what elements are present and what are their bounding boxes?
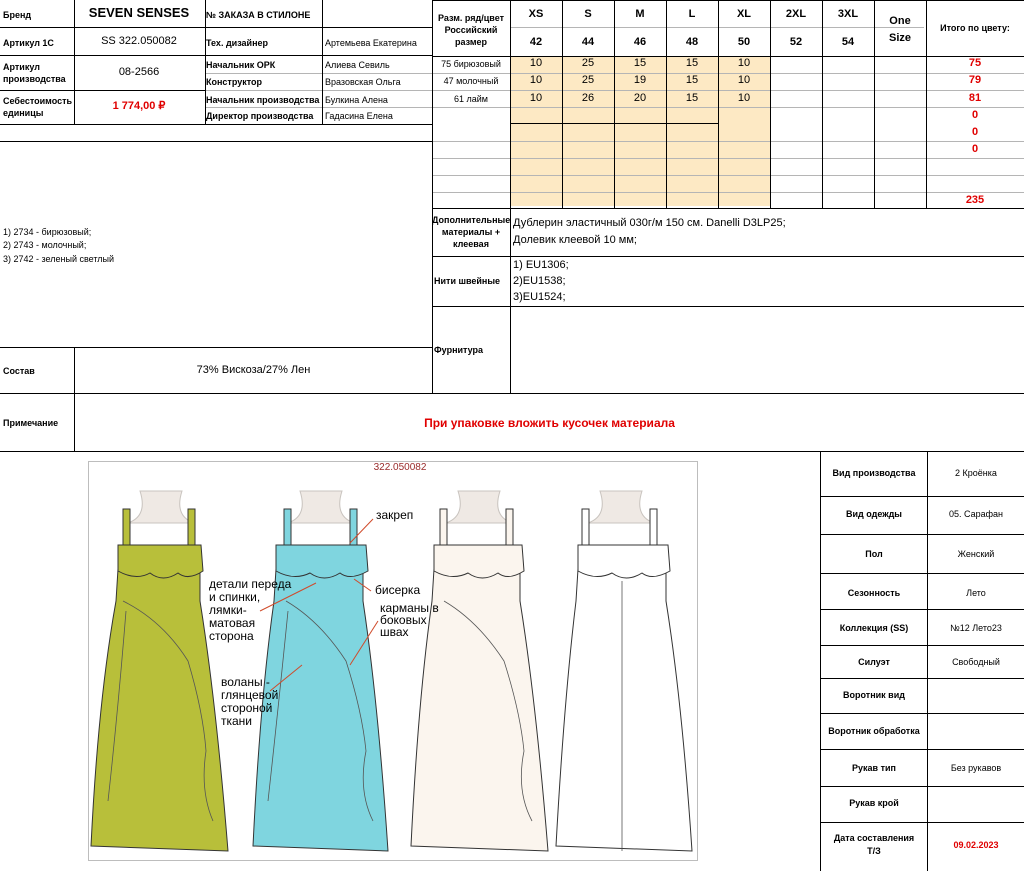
- size-row-label-1: Разм. ряд/цвет: [438, 13, 504, 23]
- size-row-label-2: Российский: [444, 25, 498, 35]
- grand-total: 235: [965, 194, 985, 206]
- annotation-biserka: бисерка: [375, 583, 421, 597]
- size-number: 52: [789, 36, 803, 48]
- cost-label-2: единицы: [3, 108, 44, 118]
- qty-cell: 10: [737, 92, 751, 104]
- size-letter: 2XL: [785, 8, 807, 20]
- size-number: 44: [581, 36, 595, 48]
- fabric-item: 1) 2734 - бирюзовый;: [3, 227, 92, 237]
- qty-cell: 10: [737, 57, 751, 69]
- staff-name: Гадасина Елена: [325, 111, 393, 121]
- composition-label: Состав: [3, 366, 35, 376]
- qty-cell: 10: [737, 74, 751, 86]
- strap: [440, 509, 447, 545]
- one-size-label-1: One: [889, 15, 911, 27]
- size-number: 50: [737, 36, 751, 48]
- tech-designer-label: Тех. дизайнер: [206, 38, 269, 48]
- spec-label: Рукав крой: [849, 798, 899, 808]
- add-material-line: Дублерин эластичный 030г/м 150 см. Danelli D3LP25;: [513, 217, 786, 229]
- size-number: 46: [633, 36, 647, 48]
- size-row-label-3: размер: [454, 37, 488, 47]
- tech-designer-value: Артемьева Екатерина: [325, 38, 417, 48]
- fabric-item: 3) 2742 - зеленый светлый: [3, 254, 115, 264]
- size-letter: L: [688, 8, 696, 20]
- color-name: 61 лайм: [454, 94, 488, 104]
- spec-value: Свободный: [952, 657, 1000, 667]
- color-total: 81: [968, 92, 982, 104]
- strap: [284, 509, 291, 545]
- add-materials-label-1: Дополнительные: [432, 215, 511, 225]
- annotation-details: детали переда: [209, 577, 292, 591]
- sketch-code: 322.050082: [373, 462, 427, 473]
- annotation-details: и спинки,: [209, 590, 261, 604]
- spec-label: Воротник вид: [843, 690, 905, 700]
- size-letter: XS: [528, 8, 544, 20]
- strap: [188, 509, 195, 545]
- annotation-details: сторона: [209, 629, 254, 643]
- size-number: 48: [685, 36, 699, 48]
- add-materials-label-2: материалы +: [441, 227, 501, 237]
- annotation-volany: ткани: [221, 714, 253, 728]
- spec-value: Женский: [957, 549, 995, 559]
- threads-label: Нити швейные: [434, 276, 501, 286]
- prod-article-label-1: Артикул: [3, 62, 40, 72]
- fabric-item: 2) 2743 - молочный;: [3, 240, 87, 250]
- color-total: 0: [971, 126, 979, 138]
- article1c-value: SS 322.050082: [101, 35, 177, 47]
- qty-cell: 20: [633, 92, 647, 104]
- size-letter: S: [584, 8, 592, 20]
- annotation-pockets: швах: [380, 625, 409, 639]
- spec-value: Лето: [966, 588, 986, 598]
- thread-line: 1) EU1306;: [513, 259, 569, 271]
- brand-value: SEVEN SENSES: [88, 5, 190, 20]
- spec-value: 2 Кроёнка: [955, 468, 997, 478]
- annotation-volany: воланы -: [221, 675, 270, 689]
- dress-lime: [91, 509, 228, 851]
- annotation-details: лямки-: [209, 603, 247, 617]
- qty-cell: 10: [529, 92, 543, 104]
- staff-role: Директор производства: [206, 111, 314, 121]
- color-total: 0: [971, 109, 979, 121]
- annotation-pockets: боковых: [380, 613, 427, 627]
- prod-article-value: 08-2566: [118, 66, 160, 78]
- qty-cell: 15: [685, 92, 699, 104]
- spec-label: Сезонность: [847, 588, 901, 598]
- size-letter: M: [635, 8, 645, 20]
- dress-milk: [411, 509, 548, 851]
- qty-cell: 15: [685, 74, 699, 86]
- color-total: 75: [968, 57, 982, 69]
- strap: [123, 509, 130, 545]
- strap: [506, 509, 513, 545]
- qty-cell: 25: [581, 74, 595, 86]
- spec-value: №12 Лето23: [950, 623, 1002, 633]
- staff-name: Булкина Алена: [325, 95, 388, 105]
- dress-body: [556, 569, 692, 851]
- qty-cell: 19: [633, 74, 647, 86]
- mannequin-neck: [446, 491, 512, 523]
- annotation-volany: глянцевой: [221, 688, 279, 702]
- spec-label: Коллекция (SS): [839, 623, 909, 633]
- composition-value: 73% Вискоза/27% Лен: [196, 364, 311, 376]
- date-value: 09.02.2023: [953, 840, 999, 850]
- total-per-color-label: Итого по цвету:: [940, 23, 1010, 33]
- size-letter: 3XL: [837, 8, 859, 20]
- flounce: [118, 545, 203, 578]
- dress-body: [91, 569, 228, 851]
- annotation-pockets: карманы в: [380, 601, 439, 615]
- spec-label: Воротник обработка: [828, 726, 920, 736]
- mannequin-neck: [288, 491, 354, 523]
- qty-cell: 25: [581, 57, 595, 69]
- date-label-1: Дата составления: [833, 833, 915, 843]
- qty-cell: 10: [529, 74, 543, 86]
- spec-label: Вид одежды: [845, 509, 902, 519]
- flounce: [276, 545, 368, 578]
- staff-role: Конструктор: [206, 77, 263, 87]
- date-label-2: Т/З: [867, 846, 881, 856]
- dress-white-back: [556, 509, 692, 851]
- spec-label: Силуэт: [858, 657, 890, 667]
- spec-label: Пол: [865, 549, 883, 559]
- furniture-label: Фурнитура: [434, 345, 484, 355]
- staff-role: Начальник ОРК: [206, 60, 276, 70]
- cost-value: 1 774,00 ₽: [112, 100, 166, 112]
- spec-label: Вид производства: [832, 468, 916, 478]
- flounce: [434, 545, 524, 578]
- thread-line: 3)EU1524;: [513, 291, 566, 303]
- thread-line: 2)EU1538;: [513, 275, 566, 287]
- spec-value: 05. Сарафан: [948, 509, 1003, 519]
- article1c-label: Артикул 1С: [3, 38, 54, 48]
- note-value: При упаковке вложить кусочек материала: [424, 416, 675, 430]
- size-number: 54: [841, 36, 855, 48]
- add-material-line: Долевик клеевой 10 мм;: [513, 234, 637, 246]
- spec-value: Без рукавов: [950, 763, 1002, 773]
- one-size-label-2: Size: [888, 32, 911, 44]
- annotation-details: матовая: [209, 616, 256, 630]
- color-total: 0: [971, 143, 979, 155]
- color-name: 75 бирюзовый: [441, 59, 501, 69]
- note-label: Примечание: [3, 418, 59, 428]
- qty-cell: 26: [581, 92, 595, 104]
- order-label: № ЗАКАЗА В СТИЛОНЕ: [206, 10, 311, 20]
- size-letter: XL: [736, 8, 752, 20]
- mannequin-neck: [128, 491, 194, 523]
- qty-cell: 15: [685, 57, 699, 69]
- staff-name: Алиева Севиль: [325, 60, 390, 70]
- strap: [650, 509, 657, 545]
- annotation-volany: стороной: [221, 701, 273, 715]
- brand-label: Бренд: [3, 10, 32, 20]
- strap: [582, 509, 589, 545]
- prod-article-label-2: производства: [3, 74, 66, 84]
- annotation-zakrep: закреп: [376, 508, 414, 522]
- staff-name: Вразовская Ольга: [325, 77, 401, 87]
- dress-turquoise: [253, 509, 388, 851]
- flounce: [578, 545, 670, 578]
- qty-cell: 15: [633, 57, 647, 69]
- color-total: 79: [968, 74, 982, 86]
- size-number: 42: [529, 36, 543, 48]
- mannequin-neck: [588, 491, 654, 523]
- spec-label: Рукав тип: [852, 763, 896, 773]
- cost-label-1: Себестоимость: [3, 96, 73, 106]
- color-name: 47 молочный: [443, 76, 499, 86]
- qty-cell: 10: [529, 57, 543, 69]
- staff-role: Начальник производства: [206, 95, 320, 105]
- add-materials-label-3: клеевая: [453, 239, 489, 249]
